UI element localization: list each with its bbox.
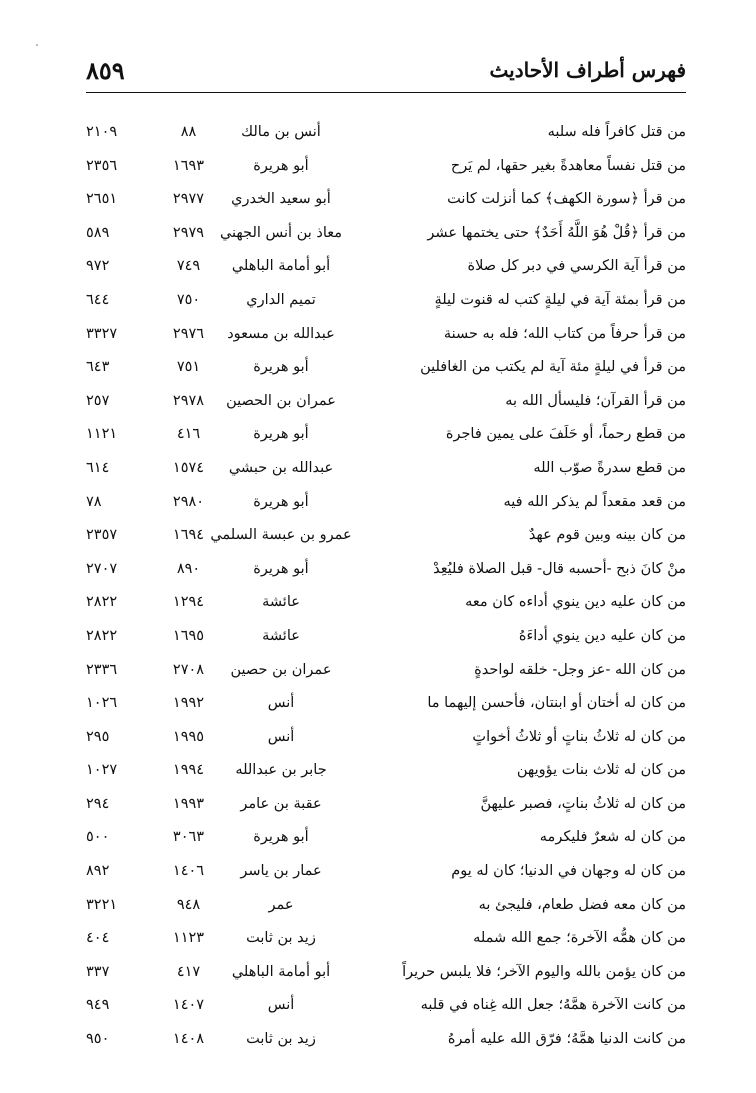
reference-number: ٢١٠٩ [86,124,118,140]
table-row [86,687,686,721]
hadith-text: من قرأ ﴿قُلْ هُوَ اللَّهُ أَحَدٌ﴾ حتى يختمها عشر [427,224,686,241]
narrator-name: أبو هريرة [253,359,309,376]
narrator-name: أبو هريرة [253,560,309,577]
hadith-text: من كان له شعرٌ فليكرمه [539,829,686,846]
narrator-name: أنس [267,695,295,712]
table-row [86,284,686,318]
scan-mark [36,44,38,46]
narrator-name: زيد بن ثابت [246,930,316,947]
narrator-name: عبدالله بن مسعود [227,325,335,342]
reference-number: ١٠٢٦ [86,695,118,712]
hadith-text: من كان له وجهان في الدنيا؛ كان له يوم [451,863,686,880]
page-header [86,56,686,92]
narrator-name: عمران بن حصين [230,661,332,678]
hadith-text: من كانت الدنيا همَّهُ؛ فرّق الله عليه أمرهُ [447,1031,686,1048]
narrator-name: عمرو بن عبسة السلمي [210,527,352,544]
hadith-number: ٣٠٦٣ [172,829,205,846]
reference-number: ١١٢١ [86,426,118,443]
hadith-number: ١٩٩٤ [172,762,205,779]
reference-number: ٩٥٠ [86,1031,110,1048]
page-number: ٨٥٩ [86,56,125,85]
narrator-name: عبدالله بن حبشي [228,459,334,476]
reference-number: ٢٧٠٧ [86,560,118,577]
hadith-number: ٨٩٠ [176,560,201,577]
hadith-number: ٢٩٧٨ [172,392,205,409]
hadith-text: من كان له ثلاث بنات يؤويهن [516,762,686,779]
reference-number: ٢٥٧ [86,392,110,409]
hadith-number: ٤١٦ [176,426,201,443]
table-row [86,318,686,352]
hadith-number: ١٦٩٣ [172,157,205,174]
narrator-name: تميم الداري [246,291,316,308]
narrator-name: أنس [267,997,295,1014]
reference-number: ٩٧٢ [86,258,110,275]
narrator-name: أبو هريرة [253,157,309,174]
narrator-name: أبو هريرة [253,829,309,846]
reference-number: ٦٤٤ [86,291,110,308]
hadith-number: ٢٩٧٩ [172,224,205,241]
table-row [86,821,686,855]
hadith-number: ١٩٩٥ [172,728,205,745]
hadith-text: من قتل كافراً فله سلبه [547,124,686,140]
narrator-name: أنس بن مالك [241,124,321,140]
table-row [86,654,686,688]
table-row [86,385,686,419]
table-row [86,989,686,1023]
narrator-name: أبو أمامة الباهلي [231,258,331,275]
hadith-number: ٤١٧ [176,963,201,980]
hadith-text: من كان همُّه الآخرة؛ جمع الله شمله [473,930,686,947]
table-row [86,956,686,990]
reference-number: ٧٨ [86,493,102,510]
hadith-number: ١٩٩٣ [172,795,205,812]
reference-number: ٦١٤ [86,459,110,476]
hadith-text: من كان بينه وبين قوم عهدٌ [528,527,686,544]
hadith-text: من قرأ بمئة آية في ليلةٍ كتب له قنوت ليلةٍ [434,291,686,308]
reference-number: ٥٨٩ [86,224,110,241]
reference-number: ٨٩٢ [86,863,110,880]
hadith-number: ٢٩٧٧ [172,191,205,208]
table-row [86,788,686,822]
table-row [86,519,686,553]
narrator-name: عمر [268,896,294,913]
hadith-text: من كان له ثلاثُ بناتٍ، فصبر عليهنَّ [480,795,686,812]
hadith-text: من كان له ثلاثُ بناتٍ أو ثلاثُ أخواتٍ [472,728,686,745]
hadith-number: ٢٩٧٦ [172,325,205,342]
table-row [86,217,686,251]
table-row [86,351,686,385]
hadith-number: ١٩٩٢ [172,695,205,712]
header-rule [86,92,686,93]
hadith-text: منْ كانَ ذبح -أحسبه قال- قبل الصلاة فليُعِدْ [433,560,686,577]
narrator-name: أبو هريرة [253,426,309,443]
hadith-text: من قرأ ﴿سورة الكهف﴾ كما أنزلت كانت [447,191,686,208]
hadith-number: ٢٧٠٨ [172,661,205,678]
reference-number: ٦٤٣ [86,359,110,376]
hadith-number: ٨٨ [180,124,197,140]
table-row [86,150,686,184]
hadith-number: ١٤٠٨ [172,1031,205,1048]
table-row [86,855,686,889]
hadith-text: من قعد مقعداً لم يذكر الله فيه [503,493,686,510]
reference-number: ٢٨٢٢ [86,594,118,611]
narrator-name: أبو هريرة [253,493,309,510]
reference-number: ٢٨٢٢ [86,627,118,644]
hadith-text: من كان عليه دين ينوي أداءه كان معه [465,594,686,611]
reference-number: ٤٠٤ [86,930,110,947]
table-row [86,620,686,654]
hadith-text: من كان له أختان أو ابنتان، فأحسن إليهما ما [427,695,686,712]
hadith-text: من كان معه فضل طعام، فليجئ به [478,896,686,913]
reference-number: ١٠٢٧ [86,762,118,779]
hadith-number: ١٤٠٦ [172,863,205,880]
table-row [86,889,686,923]
hadith-text: من قتل نفساً معاهدةً بغير حقها، لم يَرح [450,157,686,174]
reference-number: ٢٣٥٧ [86,527,118,544]
hadith-number: ١٤٠٧ [172,997,205,1014]
table-row [86,1023,686,1057]
hadith-text: من قطع سدرةً صوّب الله [533,459,686,476]
table-row [86,486,686,520]
table-row [86,754,686,788]
reference-number: ٣٣٧ [86,963,110,980]
reference-number: ٢٣٣٦ [86,661,118,678]
reference-number: ٢٣٥٦ [86,157,118,174]
hadith-text: من كان الله -عز وجل- خلقه لواحدةٍ [474,661,686,678]
reference-number: ٩٤٩ [86,997,110,1014]
hadith-number: ١٢٩٤ [172,594,205,611]
table-row [86,418,686,452]
table-row [86,721,686,755]
narrator-name: عائشة [262,627,300,644]
table-row [86,586,686,620]
table-row [86,116,686,150]
narrator-name: زيد بن ثابت [246,1031,316,1048]
reference-number: ٢٩٥ [86,728,110,745]
narrator-name: أبو سعيد الخدري [231,191,331,208]
hadith-number: ٧٥٠ [176,291,201,308]
hadith-text: من كانت الآخرة همَّهُ؛ جعل الله غِناه في قلبه [420,997,686,1014]
narrator-name: معاذ بن أنس الجهني [219,224,343,241]
narrator-name: عقبة بن عامر [240,795,322,812]
table-row [86,452,686,486]
hadith-number: ٢٩٨٠ [172,493,205,510]
hadith-text: من كان يؤمن بالله واليوم الآخر؛ فلا يلبس حريراً [402,963,686,980]
table-row [86,250,686,284]
hadith-number: ١٦٩٤ [172,527,205,544]
table-row [86,553,686,587]
hadith-number: ١٥٧٤ [172,459,205,476]
page-title: فهرس أطراف الأحاديث [489,58,686,82]
hadith-number: ١٦٩٥ [172,627,205,644]
narrator-name: جابر بن عبدالله [235,762,327,779]
hadith-text: من قرأ القرآن؛ فليسأل الله به [505,392,686,409]
hadith-text: من كان عليه دين ينوي أداءَهُ [518,627,686,644]
hadith-number: ٧٥١ [176,359,201,376]
reference-number: ٣٢٢١ [86,896,118,913]
hadith-number: ٧٤٩ [176,258,201,275]
narrator-name: عائشة [262,594,300,611]
narrator-name: أبو أمامة الباهلي [231,963,331,980]
reference-number: ٢٩٤ [86,795,110,812]
hadith-text: من قرأ في ليلةٍ مئة آية لم يكتب من الغافلين [420,359,686,376]
hadith-index-table [86,116,686,1057]
narrator-name: عمران بن الحصين [226,392,336,409]
narrator-name: أنس [267,728,295,745]
table-row [86,183,686,217]
reference-number: ٢٦٥١ [86,191,118,208]
hadith-number: ٩٤٨ [176,896,201,913]
table-row [86,922,686,956]
reference-number: ٣٣٢٧ [86,325,118,342]
narrator-name: عمار بن ياسر [240,863,322,880]
hadith-number: ١١٢٣ [172,930,205,947]
hadith-text: من قرأ آية الكرسي في دبر كل صلاة [467,258,686,275]
reference-number: ٥٠٠ [86,829,110,846]
hadith-text: من قطع رحماً، أو حَلَفَ على يمين فاجرة [445,426,686,443]
hadith-text: من قرأ حرفاً من كتاب الله؛ فله به حسنة [443,325,686,342]
